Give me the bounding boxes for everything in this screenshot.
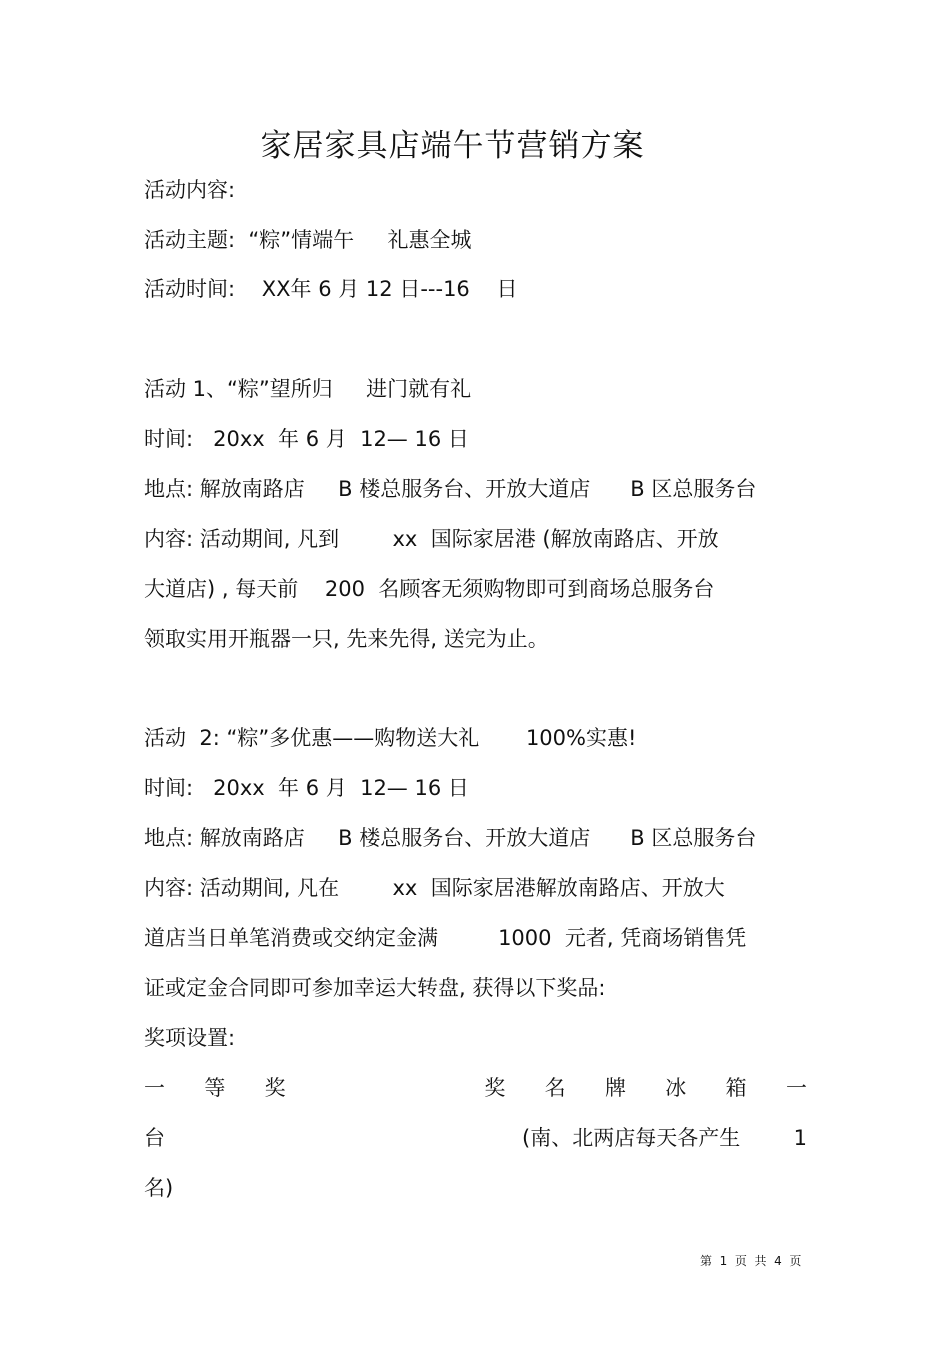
prize-second-row xyxy=(144,1123,807,1153)
text-line-activity-2-content-2: 道店当日单笔消费或交纳定金满 1000 元者, 凭商场销售凭 xyxy=(144,926,747,950)
text-line-activity-2-heading: 活动 2: “粽”多优惠——购物送大礼 100%实惠! xyxy=(144,726,637,750)
prize-first-row xyxy=(144,1073,807,1103)
text-line-activity-1-content-3: 领取实用开瓶器一只, 先来先得, 送完为止。 xyxy=(144,627,549,651)
text-line-activity-1-heading: 活动 1、“粽”望所归 进门就有礼 xyxy=(144,377,472,401)
text-line-activity-2-content-3: 证或定金合同即可参加幸运大转盘, 获得以下奖品: xyxy=(144,976,606,1000)
prize-char: 奖 xyxy=(484,1076,506,1100)
text-line-activity-content: 活动内容: xyxy=(144,178,236,202)
prize-char: 箱 xyxy=(725,1076,747,1100)
prize-char: 冰 xyxy=(665,1076,687,1100)
text-line-activity-1-content-1: 内容: 活动期间, 凡到 xx 国际家居港 (解放南路店、开放 xyxy=(144,527,719,551)
text-line-prize-settings: 奖项设置: xyxy=(144,1026,236,1050)
text-line-prize-end: 名) xyxy=(144,1176,174,1200)
text-line-activity-2-location: 地点: 解放南路店 B 楼总服务台、开放大道店 B 区总服务台 xyxy=(144,826,757,850)
prize-line2-right: (南、北两店每天各产生 1 xyxy=(522,1126,807,1150)
prize-char: 牌 xyxy=(604,1076,626,1100)
page-number-footer: 第 1 页 共 4 页 xyxy=(700,1254,802,1268)
text-line-activity-1-content-2: 大道店) , 每天前 200 名顾客无须购物即可到商场总服务台 xyxy=(144,577,715,601)
prize-char: 等 xyxy=(204,1076,226,1100)
prize-char: 一 xyxy=(785,1076,807,1100)
text-line-activity-2-time: 时间: 20xx 年 6 月 12— 16 日 xyxy=(144,776,469,800)
prize-char: 奖 xyxy=(264,1076,286,1100)
prize-line2-left: 台 xyxy=(144,1126,165,1150)
text-line-activity-theme: 活动主题: “粽”情端午 礼惠全城 xyxy=(144,228,472,252)
document-title: 家居家具店端午节营销方案 xyxy=(260,128,645,164)
text-line-activity-time: 活动时间: XX年 6 月 12 日---16 日 xyxy=(144,277,518,301)
text-line-activity-2-content-1: 内容: 活动期间, 凡在 xx 国际家居港解放南路店、开放大 xyxy=(144,876,725,900)
text-line-activity-1-time: 时间: 20xx 年 6 月 12— 16 日 xyxy=(144,427,469,451)
text-line-activity-1-location: 地点: 解放南路店 B 楼总服务台、开放大道店 B 区总服务台 xyxy=(144,477,757,501)
prize-gap xyxy=(325,1073,445,1103)
prize-char: 一 xyxy=(144,1076,165,1100)
prize-char: 名 xyxy=(544,1076,566,1100)
